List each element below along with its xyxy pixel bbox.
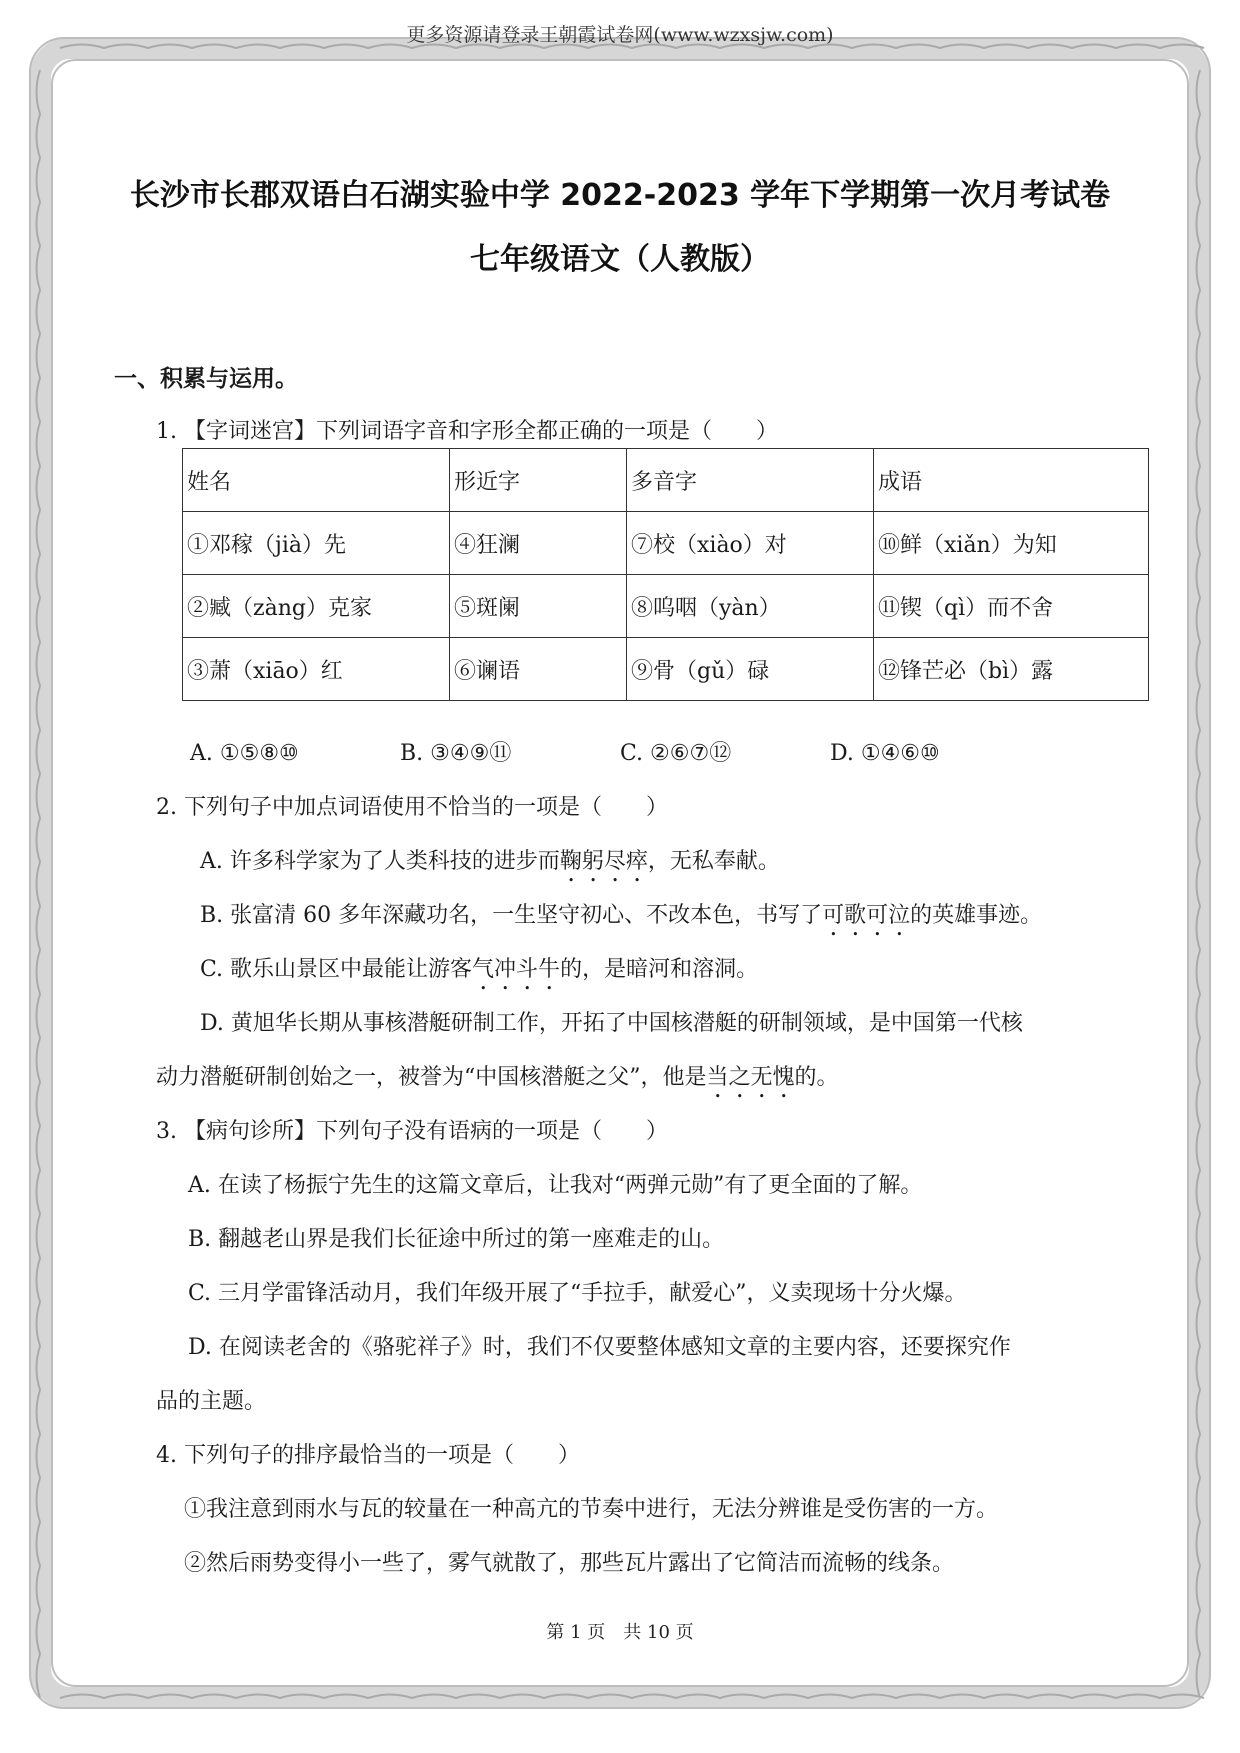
exam-subtitle: 七年级语文（人教版）: [470, 242, 770, 277]
option-text: 的。: [794, 1065, 839, 1090]
table-header: 姓名: [183, 449, 450, 512]
table-cell: ⑤斑阑: [450, 575, 627, 638]
question-3-option-a[interactable]: A. 在读了杨振宁先生的这篇文章后，让我对“两弹元勋”有了更全面的了解。: [188, 1173, 923, 1198]
word-table: [182, 448, 1149, 701]
table-cell: ⑫锋芒必（bì）露: [874, 638, 1149, 701]
table-cell: ⑦校（xiào）对: [627, 512, 874, 575]
table-cell: ③萧（xiāo）红: [183, 638, 450, 701]
table-cell: ⑨骨（gǔ）碌: [627, 638, 874, 701]
option-text: C. 歌乐山景区中最能让游客: [200, 957, 473, 982]
table-row: [183, 575, 1149, 638]
table-row: [183, 638, 1149, 701]
table-cell: ⑩鲜（xiǎn）为知: [874, 512, 1149, 575]
table-cell: ⑧呜咽（yàn）: [627, 575, 874, 638]
option-a[interactable]: A. ①⑤⑧⑩: [190, 741, 299, 766]
dotted-phrase: 鞠躬尽瘁: [559, 849, 648, 874]
option-text: 动力潜艇研制创始之一，被誉为“中国核潜艇之父”，他是: [156, 1065, 707, 1090]
table-cell: ①邓稼（jià）先: [183, 512, 450, 575]
option-text: B. 张富清 60 多年深藏功名，一生坚守初心、不改本色，书写了: [200, 903, 823, 928]
question-4-stem: 4. 下列句子的排序最恰当的一项是（ ）: [156, 1443, 580, 1468]
site-watermark: 更多资源请登录王朝霞试卷网(www.wzxsjw.com): [406, 24, 834, 46]
option-text: A. 许多科学家为了人类科技的进步而: [200, 849, 560, 874]
table-header: 形近字: [450, 449, 627, 512]
question-2-option-c[interactable]: [200, 952, 758, 995]
table-cell: ②臧（zàng）克家: [183, 575, 450, 638]
question-4-sentence-2: ②然后雨势变得小一些了，雾气就散了，那些瓦片露出了它简洁而流畅的线条。: [184, 1551, 955, 1576]
question-2-option-a[interactable]: [200, 844, 780, 887]
dotted-phrase: 可歌可泣: [822, 903, 911, 928]
question-3-option-d[interactable]: D. 在阅读老舍的《骆驼祥子》时，我们不仅要整体感知文章的主要内容，还要探究作: [188, 1335, 1011, 1360]
option-b[interactable]: B. ③④⑨⑪: [400, 741, 512, 766]
page-footer: 第 1 页 共 10 页: [546, 1622, 694, 1643]
option-text: 的英雄事迹。: [910, 903, 1043, 928]
exam-title: 长沙市长郡双语白石湖实验中学 2022-2023 学年下学期第一次月考试卷: [129, 178, 1111, 213]
question-2-option-d[interactable]: D. 黄旭华长期从事核潜艇研制工作，开拓了中国核潜艇的研制领域，是中国第一代核: [200, 1011, 1023, 1036]
dotted-phrase: 当之无愧: [706, 1065, 795, 1090]
option-text: ，无私奉献。: [647, 849, 780, 874]
option-text: 的，是暗河和溶洞。: [560, 957, 759, 982]
question-4-sentence-1: ①我注意到雨水与瓦的较量在一种高亢的节奏中进行，无法分辨谁是受伤害的一方。: [184, 1497, 999, 1522]
table-header: 多音字: [627, 449, 874, 512]
option-c[interactable]: C. ②⑥⑦⑫: [620, 741, 732, 766]
table-cell: ⑥谰语: [450, 638, 627, 701]
question-3-option-c[interactable]: C. 三月学雷锋活动月，我们年级开展了“手拉手，献爱心”，义卖现场十分火爆。: [188, 1281, 967, 1306]
question-2-stem: 2. 下列句子中加点词语使用不恰当的一项是（ ）: [156, 795, 668, 820]
question-2-option-d-cont: [156, 1060, 839, 1103]
table-header: 成语: [874, 449, 1149, 512]
question-2-option-b[interactable]: [200, 898, 1042, 941]
table-row: [183, 512, 1149, 575]
question-3-option-d-cont: 品的主题。: [156, 1389, 267, 1414]
table-cell: ④狂澜: [450, 512, 627, 575]
section-heading: 一、积累与运用。: [114, 366, 298, 392]
question-1-stem: 1. 【字词迷宫】下列词语字音和字形全都正确的一项是（ ）: [156, 419, 778, 444]
option-d[interactable]: D. ①④⑥⑩: [830, 741, 940, 766]
table-cell: ⑪锲（qì）而不舍: [874, 575, 1149, 638]
question-3-option-b[interactable]: B. 翻越老山界是我们长征途中所过的第一座难走的山。: [188, 1227, 725, 1252]
question-1-options: [190, 736, 940, 767]
table-header-row: [183, 449, 1149, 512]
dotted-phrase: 气冲斗牛: [472, 957, 561, 982]
question-3-stem: 3. 【病句诊所】下列句子没有语病的一项是（ ）: [156, 1119, 668, 1144]
